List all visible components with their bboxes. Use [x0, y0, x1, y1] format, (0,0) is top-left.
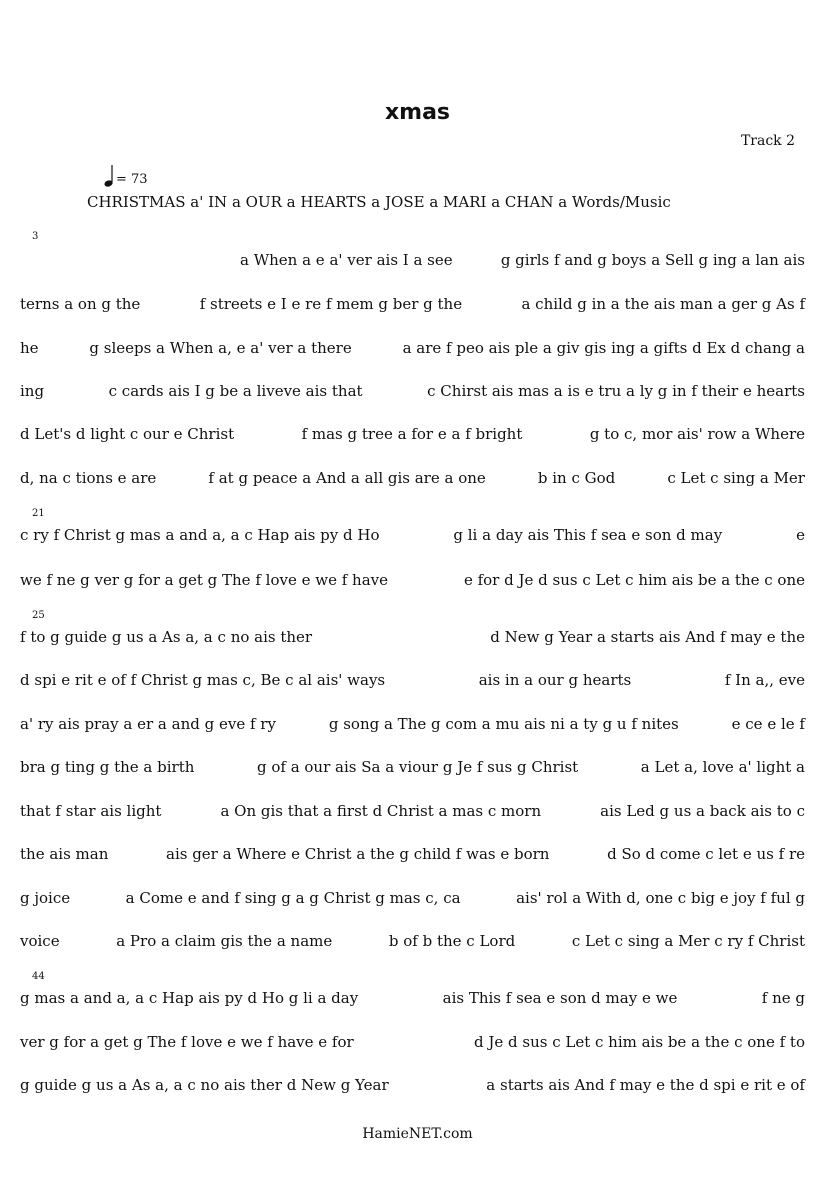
- lyric-segment: c Let c sing a Mer: [667, 469, 805, 487]
- lyric-segment: c ry f Christ g mas a and a, a c Hap ais py d Ho: [20, 526, 380, 544]
- lyric-line: [20, 1033, 805, 1051]
- lyric-line: [20, 671, 805, 689]
- lyric-segment: d Let's d light c our e Christ: [20, 425, 235, 443]
- lyric-segment: f mas g tree a for e a f bright: [301, 425, 523, 443]
- lyric-segment: d New g Year a starts ais And f may e the: [490, 628, 805, 646]
- lyric-segment: g song a The g com a mu ais ni a ty g u f nites: [328, 715, 679, 733]
- lyric-segment: f ne g: [761, 989, 805, 1007]
- lyric-segment: d So d come c let e us f re: [607, 845, 805, 863]
- lyric-segment: a On gis that a first d Christ a mas c morn: [220, 802, 542, 820]
- lyric-segment: c Chirst ais mas a is e tru a ly g in f their e hearts: [427, 382, 805, 400]
- lyric-segment: e for d Je d sus c Let c him ais be a the c one: [463, 571, 805, 589]
- lyric-segment: ais This f sea e son d may e we: [442, 989, 678, 1007]
- measure-number: 21: [32, 508, 45, 519]
- lyric-segment: a Pro a claim gis the a name: [116, 932, 333, 950]
- lyric-line: [20, 845, 805, 863]
- lyric-line: [20, 989, 805, 1007]
- lyric-line: [20, 425, 805, 443]
- lyric-segment: ais in a our g hearts: [478, 671, 632, 689]
- lyric-line: [20, 715, 805, 733]
- measure-number: 3: [32, 231, 39, 242]
- lyric-segment: f to g guide g us a As a, a c no ais ther: [20, 628, 313, 646]
- lyric-line: [20, 802, 805, 820]
- lyric-line: [240, 251, 805, 269]
- lyric-segment: f at g peace a And a all gis are a one: [208, 469, 486, 487]
- lyric-segment: g mas a and a, a c Hap ais py d Ho g li a day: [20, 989, 359, 1007]
- lyric-segment: a are f peo ais ple a giv gis ing a gifts d Ex d chang a: [402, 339, 805, 357]
- lyric-segment: ais ger a Where e Christ a the g child f was e born: [166, 845, 550, 863]
- lyric-segment: that f star ais light: [20, 802, 162, 820]
- lyric-segment: he: [20, 339, 39, 357]
- lyric-segment: ais' rol a With d, one c big e joy f ful g: [516, 889, 805, 907]
- lyric-line: [20, 1076, 805, 1094]
- lyric-segment: a Let a, love a' light a: [640, 758, 805, 776]
- lyric-segment: d Je d sus c Let c him ais be a the c one f to: [473, 1033, 805, 1051]
- song-title: xmas: [384, 100, 451, 125]
- lyric-segment: e: [796, 526, 805, 544]
- measure-number: 25: [32, 610, 45, 621]
- lyric-segment: a child g in a the ais man a ger g As f: [521, 295, 805, 313]
- lyric-line: [20, 758, 805, 776]
- footer-credit: HamieNET.com: [362, 1126, 473, 1142]
- tempo-value: = 73: [116, 172, 148, 187]
- measure-number: 44: [32, 971, 45, 982]
- lyric-line: [20, 382, 805, 400]
- lyric-line: [20, 889, 805, 907]
- lyric-segment: ing: [20, 382, 45, 400]
- lyric-segment: we f ne g ver g for a get g The f love e we f have: [20, 571, 388, 589]
- lyric-segment: c cards ais I g be a liveve ais that: [108, 382, 363, 400]
- lyric-segment: ver g for a get g The f love e we f have e for: [20, 1033, 354, 1051]
- lyric-line: [20, 932, 805, 950]
- lyric-line: [20, 628, 805, 646]
- lyric-line: [20, 526, 805, 544]
- lyric-segment: g li a day ais This f sea e son d may: [453, 526, 723, 544]
- intro-line: CHRISTMAS a' IN a OUR a HEARTS a JOSE a MARI a CHAN a Words/Music: [87, 193, 671, 211]
- lyric-segment: g girls f and g boys a Sell g ing a lan ais: [500, 251, 805, 269]
- lyric-segment: the ais man: [20, 845, 109, 863]
- quarter-note-icon: [102, 164, 116, 188]
- lyric-segment: g guide g us a As a, a c no ais ther d New g Year: [20, 1076, 389, 1094]
- lyric-segment: terns a on g the: [20, 295, 141, 313]
- lyric-segment: voice: [20, 932, 60, 950]
- lyric-segment: g sleeps a When a, e a' ver a there: [89, 339, 352, 357]
- lyric-segment: d spi e rit e of f Christ g mas c, Be c al ais' ways: [20, 671, 386, 689]
- lyric-segment: f streets e I e re f mem g ber g the: [199, 295, 463, 313]
- lyric-segment: b of b the c Lord: [388, 932, 516, 950]
- lyric-segment: g joice: [20, 889, 71, 907]
- lyric-segment: f In a,, eve: [724, 671, 805, 689]
- lyric-segment: c Let c sing a Mer c ry f Christ: [571, 932, 805, 950]
- lyric-line: [20, 295, 805, 313]
- lyric-segment: ais Led g us a back ais to c: [600, 802, 805, 820]
- track-label: Track 2: [740, 133, 795, 149]
- lyric-line: [20, 571, 805, 589]
- lyric-line: [20, 469, 805, 487]
- lyric-segment: g of a our ais Sa a viour g Je f sus g Christ: [256, 758, 579, 776]
- lyric-line: [20, 339, 805, 357]
- lyric-segment: a When a e a' ver ais I a see: [240, 251, 453, 269]
- lyric-segment: a' ry ais pray a er a and g eve f ry: [20, 715, 276, 733]
- lyric-segment: a Come e and f sing g a g Christ g mas c, ca: [125, 889, 461, 907]
- lyric-segment: d, na c tions e are: [20, 469, 157, 487]
- lyric-segment: g to c, mor ais' row a Where: [589, 425, 805, 443]
- lyric-segment: b in c God: [537, 469, 616, 487]
- lyric-segment: e ce e le f: [731, 715, 805, 733]
- lyric-segment: a starts ais And f may e the d spi e rit e of: [486, 1076, 805, 1094]
- lyric-segment: bra g ting g the a birth: [20, 758, 195, 776]
